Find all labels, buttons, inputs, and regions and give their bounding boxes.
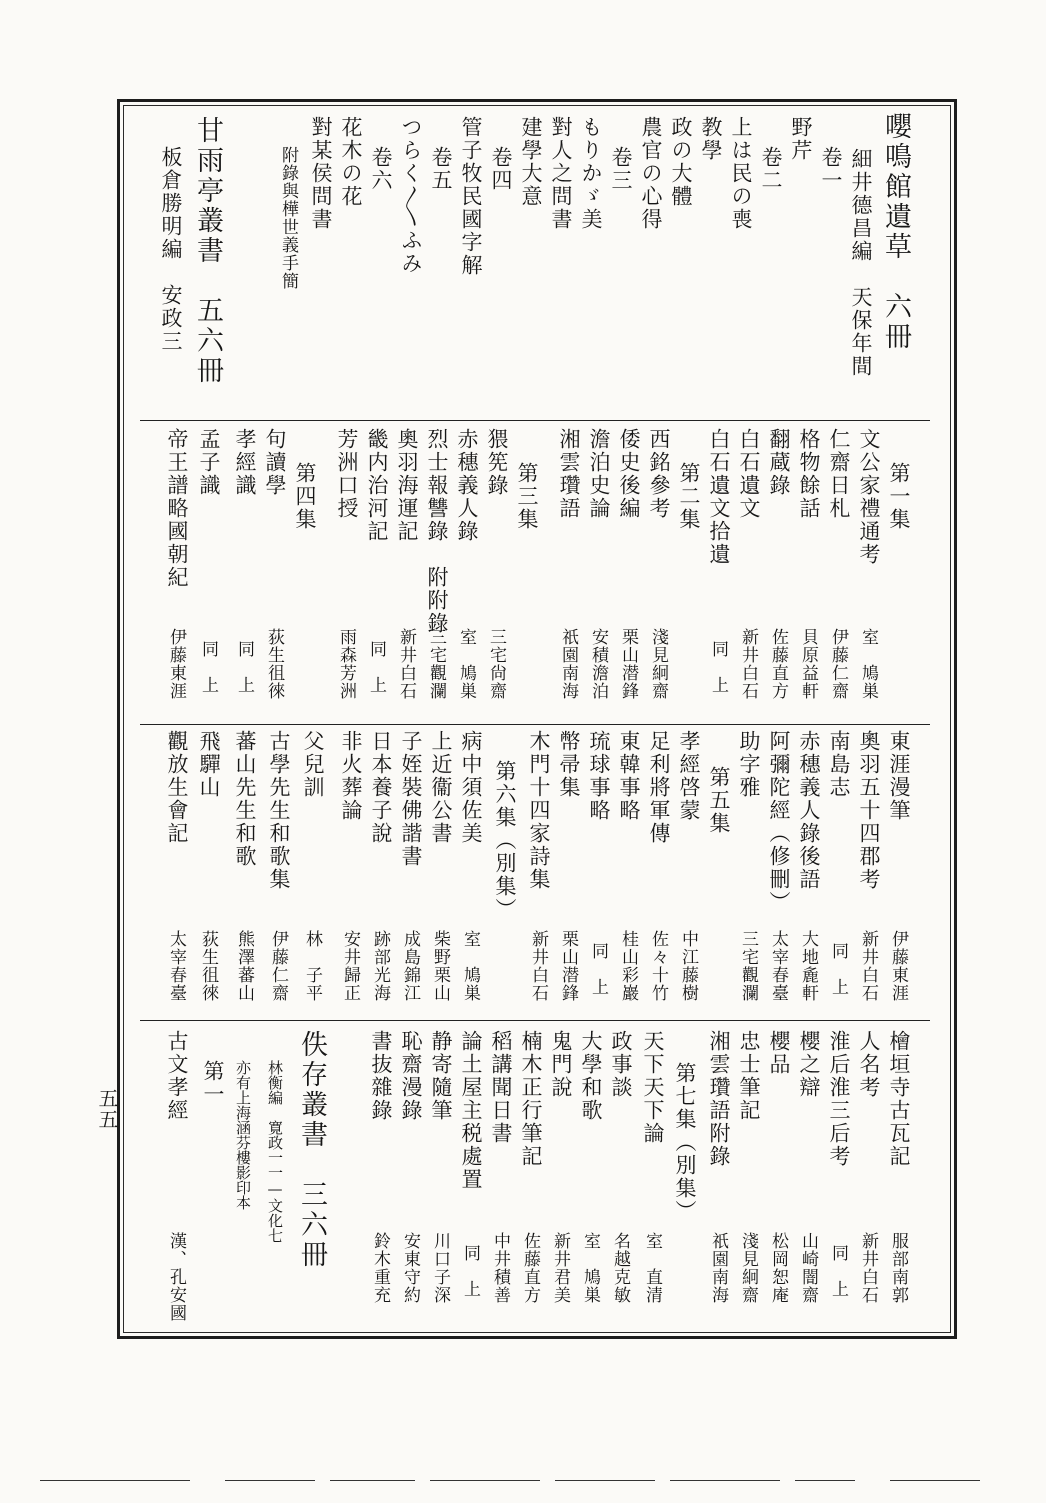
bottom-rule-3: [330, 1480, 415, 1481]
entry-author: 淺見絅齋: [738, 1232, 758, 1304]
entry-author: 太宰春臺: [166, 930, 186, 1002]
editor-line: 板倉勝明編 安政三: [159, 146, 183, 353]
entry-title: 阿彌陀經（修刪）: [767, 730, 791, 914]
entry-author: 三宅觀瀾: [738, 930, 758, 1002]
bottom-rule-8: [890, 1480, 980, 1481]
entry-author: 同 上: [366, 640, 386, 694]
entry-author: 荻生徂徠: [198, 930, 218, 1002]
entry-author: 名越克敏: [610, 1232, 630, 1304]
entry-author: 同 上: [828, 942, 848, 996]
entry-title: 楠木正行筆記: [519, 1030, 543, 1168]
entry-author: 佐々十竹: [648, 930, 668, 1002]
entry-author: 淺見絅齋: [648, 628, 668, 700]
volume-label: 卷一: [819, 146, 843, 192]
entry-author: 松岡恕庵: [768, 1232, 788, 1304]
entry: 管子牧民國字解: [459, 116, 483, 277]
entry: 農官の心得: [639, 116, 663, 231]
entry-author: 同 上: [828, 1244, 848, 1298]
entry-title: 稻講聞日書: [489, 1030, 513, 1145]
collection-heading: 第一: [201, 1060, 225, 1106]
entry-author: 跡部光海: [370, 930, 390, 1002]
entry-author: 貝原益軒: [798, 628, 818, 700]
bottom-rule-1: [40, 1480, 190, 1481]
entry-author: 祇園南海: [558, 628, 578, 700]
entry: 花木の花: [339, 116, 363, 208]
bottom-rule-2: [225, 1480, 315, 1481]
entry-author: 伊藤仁齋: [828, 628, 848, 700]
section-divider-top: [140, 420, 930, 421]
entry: 教學: [699, 116, 723, 162]
volume-label: 卷四: [489, 146, 513, 192]
entry-author: 太宰春臺: [768, 930, 788, 1002]
entry-title: 足利將軍傳: [647, 730, 671, 845]
entry-author: 中井積善: [490, 1232, 510, 1304]
entry-author: 室 直清: [642, 1232, 662, 1304]
entry: 政の大體: [669, 116, 693, 208]
collection-heading: 第六集（別集）: [493, 760, 517, 921]
entry-author: 三宅觀瀾: [426, 628, 446, 700]
entry-author: 漢、孔安國: [166, 1232, 186, 1322]
entry-author: 大地麁軒: [798, 930, 818, 1002]
book-title: 甘雨亭叢書 五六冊: [192, 116, 223, 386]
book-title: 嚶鳴館遺草 六冊: [880, 112, 911, 352]
entry-title: 觀放生會記: [165, 730, 189, 845]
entry-title: 飛驒山: [197, 730, 221, 799]
entry-title: 赤穗義人錄: [455, 428, 479, 543]
entry-title: 白石遺文拾遺: [707, 428, 731, 566]
entry-title: 東韓事略: [617, 730, 641, 822]
entry-title: 櫻品: [767, 1030, 791, 1076]
section-divider-middle: [140, 724, 930, 725]
entry-author: 服部南郭: [888, 1232, 908, 1304]
entry-author: 新井白石: [528, 930, 548, 1002]
entry-title: 句讀學: [263, 428, 287, 497]
entry-author: 新井白石: [396, 628, 416, 700]
page-number: 五五: [95, 1088, 119, 1130]
volume-label: 卷五: [429, 146, 453, 192]
entry-title: 倭史後編: [617, 428, 641, 520]
bottom-rule-5: [555, 1480, 655, 1481]
section-divider-lower: [140, 1020, 930, 1021]
entry-author: 三宅尙齋: [486, 628, 506, 700]
entry-author: 栗山潜鋒: [618, 628, 638, 700]
entry-author: 桂山彩巖: [618, 930, 638, 1002]
entry-author: 伊藤東涯: [888, 930, 908, 1002]
entry-title: 猥筅錄: [485, 428, 509, 497]
entry-appendix: 附錄與樺世義手簡: [278, 146, 298, 290]
bottom-rule-4: [430, 1480, 540, 1481]
entry-author: 新井白石: [738, 628, 758, 700]
entry-title: 櫻之辯: [797, 1030, 821, 1099]
bottom-rule-6: [670, 1480, 780, 1481]
entry-title: 淮后淮三后考: [827, 1030, 851, 1168]
entry-author: 鈴木重充: [370, 1232, 390, 1304]
edition-note: 亦有上海涵芬樓影印本: [234, 1060, 252, 1210]
entry-author: 室 鳩巣: [580, 1232, 600, 1304]
entry: つらく〳〵ふみ: [399, 116, 423, 275]
entry: 對某侯問書: [309, 116, 333, 231]
collection-heading: 第五集: [707, 766, 731, 835]
entry-author: 室 鳩巣: [460, 930, 480, 1002]
entry-author: 柴野栗山: [430, 930, 450, 1002]
entry-title: 格物餘話: [797, 428, 821, 520]
entry-author: 室 鳩巣: [858, 628, 878, 700]
entry: 上は民の喪: [729, 116, 753, 231]
entry: 建學大意: [519, 116, 543, 208]
entry-author: 伊藤仁齋: [268, 930, 288, 1002]
entry-author: 新井白石: [858, 1232, 878, 1304]
entry-title: 大學和歌: [579, 1030, 603, 1122]
entry-title: 南島志: [827, 730, 851, 799]
entry-author: 同 上: [234, 640, 254, 694]
entry-title: 病中須佐美: [459, 730, 483, 845]
entry-author: 同 上: [198, 640, 218, 694]
collection-heading: 第二集: [677, 462, 701, 531]
editor-line: 細井德昌編 天保年間: [849, 148, 873, 378]
entry-author: 雨森芳洲: [336, 628, 356, 700]
entry-author: 安積澹泊: [588, 628, 608, 700]
entry-author: 室 鳩巣: [456, 628, 476, 700]
entry-title: 文公家禮通考: [857, 428, 881, 566]
entry-title: 古文孝經: [165, 1030, 189, 1122]
entry-title: 蕃山先生和歌: [233, 730, 257, 868]
entry-author: 伊藤東涯: [166, 628, 186, 700]
entry: 對人之問書: [549, 116, 573, 231]
entry-title: 人名考: [857, 1030, 881, 1099]
entry-title: 畿内治河記: [365, 428, 389, 543]
volume-label: 卷三: [609, 146, 633, 192]
collection-heading: 第四集: [293, 462, 317, 531]
entry-title: 湘雲瓚語附錄: [707, 1030, 731, 1168]
volume-label: 卷六: [369, 146, 393, 192]
entry-title: 孝經啓蒙: [677, 730, 701, 822]
entry-title: 白石遺文: [737, 428, 761, 520]
collection-heading: 第一集: [887, 462, 911, 531]
entry: もりかゞ美: [579, 116, 603, 231]
entry-title: 檜垣寺古瓦記: [887, 1030, 911, 1168]
entry-title: 芳洲口授: [335, 428, 359, 520]
entry-author: 同 上: [460, 1244, 480, 1298]
entry-title: 仁齋日札: [827, 428, 851, 520]
entry-title: 木門十四家詩集: [527, 730, 551, 891]
entry-title: 烈士報讐錄 附附錄: [425, 428, 449, 635]
entry-title: 帝王譜略國朝紀: [165, 428, 189, 589]
entry-author: 佐藤直方: [520, 1232, 540, 1304]
entry-author: 山崎闇齋: [798, 1232, 818, 1304]
bottom-rule-7: [795, 1480, 855, 1481]
entry-title: 古學先生和歌集: [267, 730, 291, 891]
entry-author: 同 上: [708, 640, 728, 694]
collection-heading: 第三集: [515, 462, 539, 531]
entry-author: 安井歸正: [340, 930, 360, 1002]
entry-title: 孟子識: [197, 428, 221, 497]
entry: 野芹: [789, 116, 813, 162]
entry-author: 川口子深: [430, 1232, 450, 1304]
entry-author: 新井君美: [550, 1232, 570, 1304]
entry-title: 琉球事略: [587, 730, 611, 822]
entry-author: 安東守約: [400, 1232, 420, 1304]
entry-title: 鬼門說: [549, 1030, 573, 1099]
entry-title: 助字雅: [737, 730, 761, 799]
volume-label: 卷二: [759, 146, 783, 192]
entry-title: 赤穗義人錄後語: [797, 730, 821, 891]
entry-author: 林 子平: [302, 930, 322, 1002]
entry-title: 奧羽海運記: [395, 428, 419, 543]
entry-author: 熊澤蕃山: [234, 930, 254, 1002]
entry-title: 東涯漫筆: [887, 730, 911, 822]
entry-title: 子姪裝佛諧書: [399, 730, 423, 868]
entry-title: 西銘參考: [647, 428, 671, 520]
entry-title: 政事談: [609, 1030, 633, 1099]
entry-title: 忠士筆記: [737, 1030, 761, 1122]
entry-title: 奧羽五十四郡考: [857, 730, 881, 891]
entry-title: 翻蔵錄: [767, 428, 791, 497]
entry-title: 論土屋主税處置: [459, 1030, 483, 1191]
entry-author: 荻生徂徠: [264, 628, 284, 700]
entry-author: 中江藤樹: [678, 930, 698, 1002]
collection-heading: 第七集（別集）: [673, 1062, 697, 1223]
entry-author: 新井白石: [858, 930, 878, 1002]
entry-title: 書抜雜錄: [369, 1030, 393, 1122]
book-title: 佚存叢書 三六冊: [296, 1030, 327, 1270]
entry-title: 父兒訓: [301, 730, 325, 799]
entry-title: 日本養子說: [369, 730, 393, 845]
entry-title: 恥齋漫錄: [399, 1030, 423, 1122]
entry-author: 同 上: [588, 942, 608, 996]
entry-title: 静寄隨筆: [429, 1030, 453, 1122]
entry-author: 栗山潜鋒: [558, 930, 578, 1002]
entry-title: 湘雲瓚語: [557, 428, 581, 520]
editor-line: 林衡編 寛政一一—文化七: [266, 1060, 284, 1243]
entry-author: 祇園南海: [708, 1232, 728, 1304]
entry-title: 幣帚集: [557, 730, 581, 799]
entry-title: 上近衞公書: [429, 730, 453, 845]
entry-title: 非火葬論: [339, 730, 363, 822]
entry-title: 孝經識: [233, 428, 257, 497]
entry-title: 天下天下論: [641, 1030, 665, 1145]
entry-author: 成島錦江: [400, 930, 420, 1002]
entry-author: 佐藤直方: [768, 628, 788, 700]
entry-title: 澹泊史論: [587, 428, 611, 520]
